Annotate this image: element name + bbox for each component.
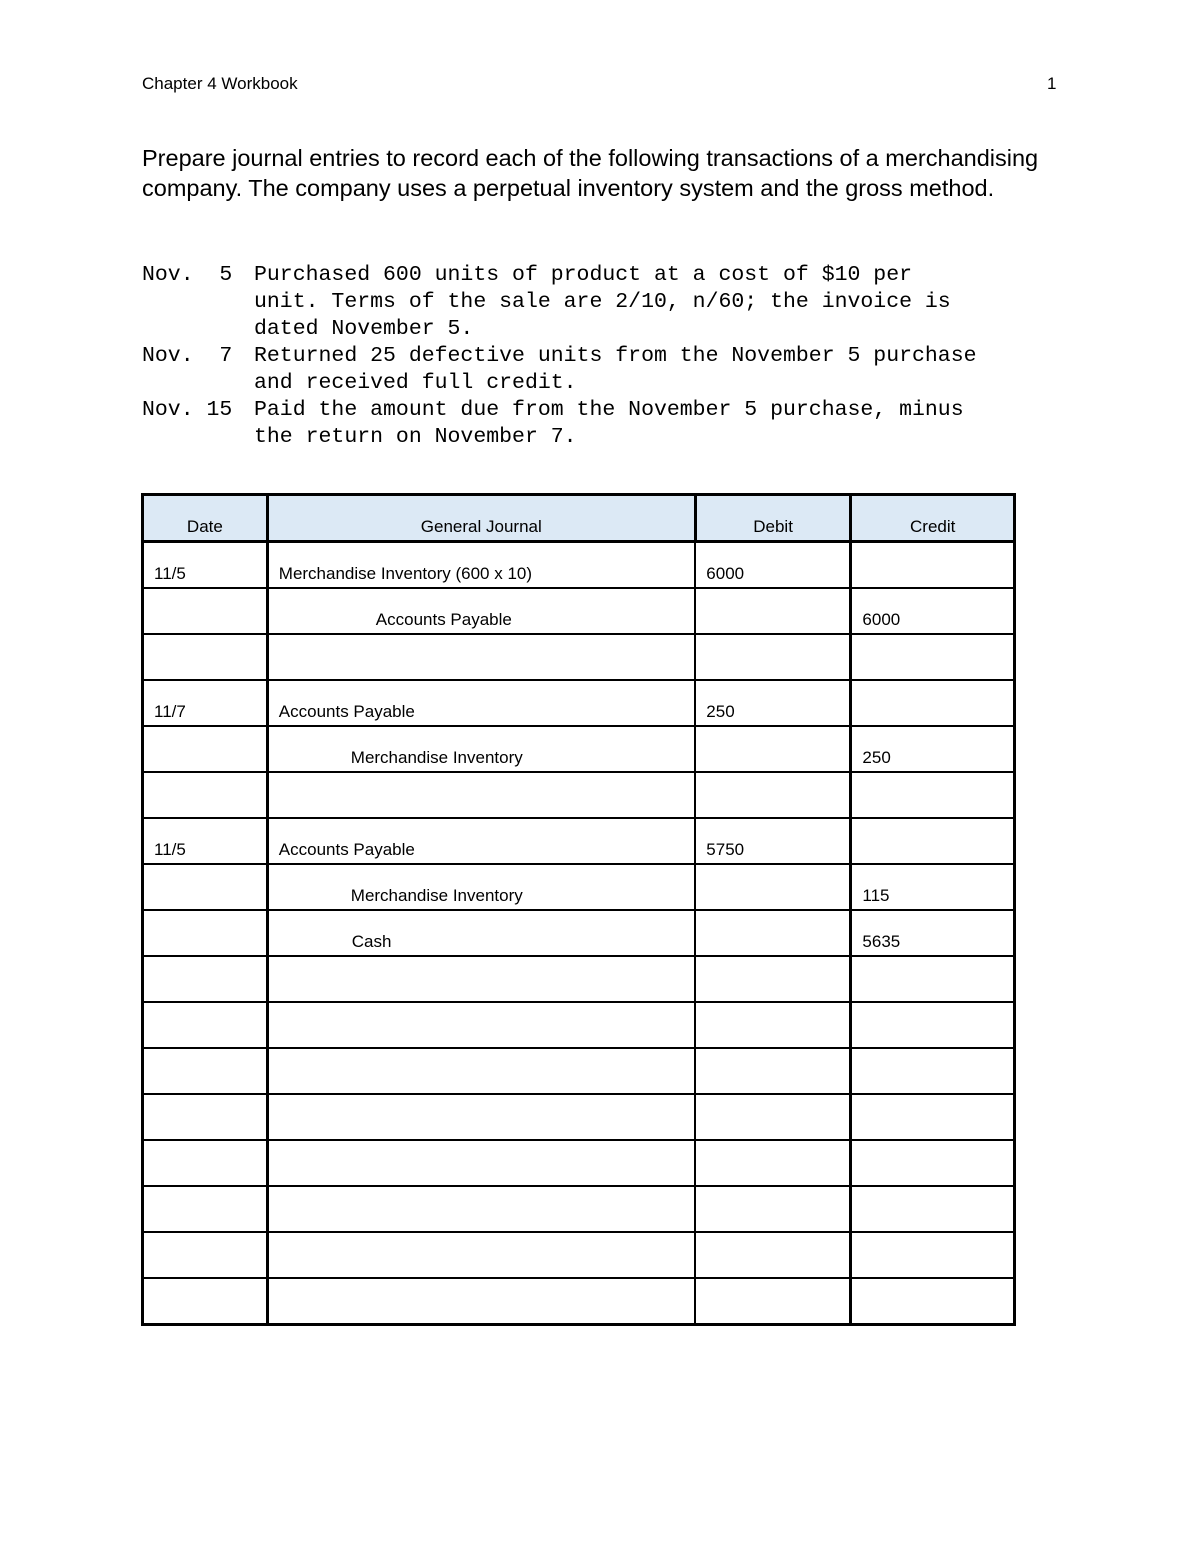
cell-date: 11/5 xyxy=(143,542,268,589)
cell-credit xyxy=(851,956,1015,1002)
cell-credit xyxy=(851,1048,1015,1094)
cell-account xyxy=(267,1140,695,1186)
transaction-item xyxy=(142,343,1054,397)
cell-date xyxy=(143,634,268,680)
cell-account: Accounts Payable xyxy=(267,818,695,864)
cell-debit xyxy=(695,588,851,634)
cell-credit xyxy=(851,1140,1015,1186)
cell-date xyxy=(143,910,268,956)
cell-credit xyxy=(851,542,1015,589)
transaction-date: Nov. 5 xyxy=(142,263,233,287)
cell-account: Merchandise Inventory xyxy=(267,726,695,772)
cell-date xyxy=(143,1140,268,1186)
cell-credit xyxy=(851,1186,1015,1232)
cell-account xyxy=(267,1186,695,1232)
cell-date xyxy=(143,1186,268,1232)
cell-credit xyxy=(851,1094,1015,1140)
cell-account xyxy=(267,772,695,818)
table-row xyxy=(143,1002,1015,1048)
transaction-item xyxy=(142,262,1054,343)
cell-credit xyxy=(851,1278,1015,1325)
table-row xyxy=(143,1232,1015,1278)
cell-debit xyxy=(695,634,851,680)
cell-account xyxy=(267,1002,695,1048)
table-row xyxy=(143,864,1015,910)
table-header-row xyxy=(143,495,1015,542)
column-header-date: Date xyxy=(143,495,268,542)
cell-account xyxy=(267,956,695,1002)
cell-account xyxy=(267,634,695,680)
table-row xyxy=(143,588,1015,634)
cell-debit: 250 xyxy=(695,680,851,726)
cell-debit xyxy=(695,864,851,910)
cell-date xyxy=(143,726,268,772)
cell-debit xyxy=(695,956,851,1002)
cell-credit: 115 xyxy=(851,864,1015,910)
page-number: 1 xyxy=(1047,74,1057,93)
transaction-text: Purchased 600 units of product at a cost of $10 per unit. Terms of the sale are 2/10, n/60; the invoice is dated November 5. xyxy=(254,263,951,341)
cell-account xyxy=(267,1232,695,1278)
cell-debit xyxy=(695,1278,851,1325)
cell-date: 11/7 xyxy=(143,680,268,726)
cell-account: Accounts Payable xyxy=(267,680,695,726)
cell-date xyxy=(143,588,268,634)
cell-debit xyxy=(695,1094,851,1140)
cell-debit xyxy=(695,1232,851,1278)
cell-credit xyxy=(851,772,1015,818)
column-header-credit: Credit xyxy=(851,495,1015,542)
cell-debit xyxy=(695,772,851,818)
table-row xyxy=(143,956,1015,1002)
table-row xyxy=(143,542,1015,589)
journal-body xyxy=(143,542,1015,1325)
table-row xyxy=(143,634,1015,680)
cell-debit xyxy=(695,1048,851,1094)
cell-date xyxy=(143,1094,268,1140)
cell-credit xyxy=(851,680,1015,726)
cell-date xyxy=(143,1232,268,1278)
cell-account: Merchandise Inventory xyxy=(267,864,695,910)
table-row xyxy=(143,1186,1015,1232)
cell-debit xyxy=(695,1186,851,1232)
table-row xyxy=(143,818,1015,864)
cell-account xyxy=(267,1278,695,1325)
cell-debit: 5750 xyxy=(695,818,851,864)
cell-debit xyxy=(695,1002,851,1048)
cell-account: Cash xyxy=(267,910,695,956)
table-row xyxy=(143,726,1015,772)
cell-debit xyxy=(695,1140,851,1186)
table-row xyxy=(143,680,1015,726)
cell-date xyxy=(143,864,268,910)
table-row xyxy=(143,1140,1015,1186)
cell-date xyxy=(143,772,268,818)
cell-debit xyxy=(695,726,851,772)
table-row xyxy=(143,1094,1015,1140)
cell-date xyxy=(143,1048,268,1094)
cell-credit xyxy=(851,1002,1015,1048)
cell-account xyxy=(267,1094,695,1140)
cell-date xyxy=(143,1278,268,1325)
column-header-debit: Debit xyxy=(695,495,851,542)
table-row xyxy=(143,1278,1015,1325)
table-row xyxy=(143,1048,1015,1094)
cell-credit: 5635 xyxy=(851,910,1015,956)
cell-date xyxy=(143,1002,268,1048)
transaction-date: Nov. 7 xyxy=(142,344,233,368)
general-journal-table xyxy=(141,493,1016,1326)
cell-date xyxy=(143,956,268,1002)
transaction-text: Returned 25 defective units from the November 5 purchase and received full credit. xyxy=(254,344,977,395)
cell-credit xyxy=(851,634,1015,680)
cell-credit xyxy=(851,818,1015,864)
transaction-date: Nov. 15 xyxy=(142,398,233,422)
table-row xyxy=(143,772,1015,818)
instructions: Prepare journal entries to record each of the following transactions of a merchandising company. The company uses a perpetual inventory system and the gross method. xyxy=(142,145,1039,201)
cell-account: Accounts Payable xyxy=(267,588,695,634)
transaction-text: Paid the amount due from the November 5 purchase, minus the return on November 7. xyxy=(254,398,964,449)
cell-debit: 6000 xyxy=(695,542,851,589)
transaction-list xyxy=(142,262,1054,451)
cell-account xyxy=(267,1048,695,1094)
cell-account: Merchandise Inventory (600 x 10) xyxy=(267,542,695,589)
cell-credit: 6000 xyxy=(851,588,1015,634)
table-row xyxy=(143,910,1015,956)
running-header-title: Chapter 4 Workbook xyxy=(142,74,298,93)
column-header-general-journal: General Journal xyxy=(267,495,695,542)
cell-credit xyxy=(851,1232,1015,1278)
cell-date: 11/5 xyxy=(143,818,268,864)
cell-credit: 250 xyxy=(851,726,1015,772)
cell-debit xyxy=(695,910,851,956)
transaction-item xyxy=(142,397,1054,451)
